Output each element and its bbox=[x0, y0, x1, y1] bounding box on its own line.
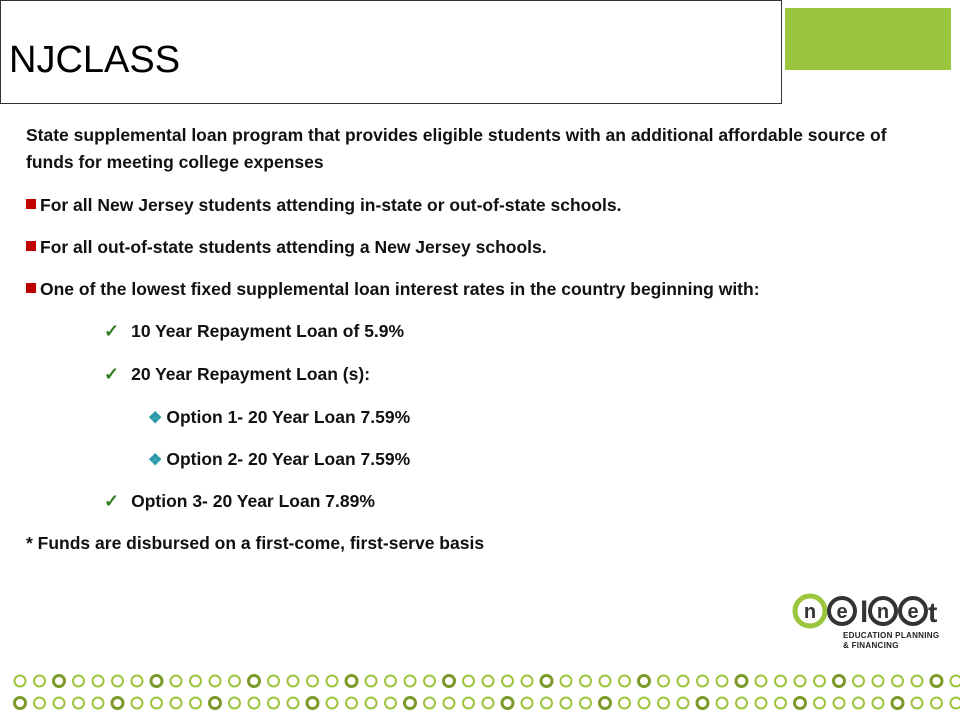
decorative-dot bbox=[171, 698, 182, 709]
decorative-dot bbox=[112, 676, 123, 687]
decorative-dot bbox=[346, 698, 357, 709]
decorative-dot bbox=[54, 698, 65, 709]
decorative-dot bbox=[522, 676, 533, 687]
decorative-dot bbox=[268, 676, 279, 687]
decorative-dot bbox=[756, 698, 767, 709]
decorative-dot bbox=[307, 676, 318, 687]
title-box bbox=[0, 0, 782, 104]
decorative-dot bbox=[697, 698, 708, 709]
decorative-dot bbox=[424, 698, 435, 709]
check-text: 10 Year Repayment Loan of 5.9% bbox=[131, 321, 405, 341]
decorative-dot bbox=[541, 676, 552, 687]
decorative-dot bbox=[327, 698, 338, 709]
decorative-dot bbox=[541, 698, 552, 709]
decorative-dot bbox=[600, 676, 611, 687]
check-item bbox=[104, 321, 404, 342]
decorative-dot bbox=[288, 698, 299, 709]
logo-tagline-line1: EDUCATION PLANNING bbox=[843, 631, 940, 640]
decorative-dot bbox=[600, 698, 611, 709]
logo-tagline bbox=[843, 631, 939, 651]
decorative-dot bbox=[249, 698, 260, 709]
checkmark-icon: ✓ bbox=[104, 364, 120, 384]
check-item bbox=[104, 364, 370, 385]
decorative-dot bbox=[463, 676, 474, 687]
decorative-dot bbox=[268, 698, 279, 709]
decorative-dot bbox=[619, 698, 630, 709]
decorative-dot bbox=[873, 676, 884, 687]
decorative-dot bbox=[210, 698, 221, 709]
decorative-dot bbox=[366, 676, 377, 687]
decorative-dot bbox=[814, 676, 825, 687]
decorative-dot bbox=[658, 698, 669, 709]
decorative-dot bbox=[912, 676, 923, 687]
decorative-dot-border bbox=[0, 668, 960, 720]
svg-text:n: n bbox=[876, 601, 890, 623]
decorative-dot bbox=[834, 698, 845, 709]
decorative-dot bbox=[190, 676, 201, 687]
decorative-dot bbox=[775, 698, 786, 709]
decorative-dot bbox=[112, 698, 123, 709]
check-text: Option 3- 20 Year Loan 7.89% bbox=[131, 491, 375, 511]
option-item bbox=[148, 449, 410, 470]
decorative-dot bbox=[483, 676, 494, 687]
decorative-dot bbox=[307, 698, 318, 709]
svg-text:l: l bbox=[860, 596, 869, 629]
decorative-dot bbox=[561, 676, 572, 687]
svg-text:t: t bbox=[928, 597, 938, 628]
bullet-text: For all out-of-state students attending a New Jersey schools. bbox=[40, 237, 547, 257]
decorative-dot bbox=[405, 698, 416, 709]
decorative-dot bbox=[639, 698, 650, 709]
decorative-dot bbox=[249, 676, 260, 687]
decorative-dot bbox=[210, 676, 221, 687]
diamond-bullet-icon: ❖ bbox=[148, 410, 163, 427]
decorative-dot bbox=[717, 698, 728, 709]
decorative-dot bbox=[814, 698, 825, 709]
decorative-dot bbox=[444, 676, 455, 687]
decorative-dot bbox=[697, 676, 708, 687]
decorative-dot bbox=[795, 698, 806, 709]
decorative-dot bbox=[366, 698, 377, 709]
decorative-dot bbox=[522, 698, 533, 709]
svg-text:n: n bbox=[803, 601, 817, 623]
decorative-dot bbox=[892, 676, 903, 687]
decorative-dot bbox=[951, 698, 960, 709]
check-text: 20 Year Repayment Loan (s): bbox=[131, 364, 371, 384]
diamond-bullet-icon: ❖ bbox=[148, 452, 163, 469]
decorative-dot bbox=[853, 698, 864, 709]
bullet-item bbox=[26, 195, 621, 216]
decorative-dot bbox=[561, 698, 572, 709]
bullet-text: For all New Jersey students attending in-state or out-of-state schools. bbox=[40, 195, 622, 215]
bullet-text: One of the lowest fixed supplemental loan interest rates in the country beginning with: bbox=[40, 279, 760, 299]
decorative-dot bbox=[151, 676, 162, 687]
option-text: Option 1- 20 Year Loan 7.59% bbox=[166, 407, 411, 427]
decorative-dot bbox=[93, 676, 104, 687]
slide-title: NJCLASS bbox=[9, 39, 181, 81]
decorative-dot bbox=[385, 698, 396, 709]
accent-block bbox=[785, 8, 951, 70]
decorative-dot bbox=[346, 676, 357, 687]
decorative-dot bbox=[502, 676, 513, 687]
decorative-dot bbox=[483, 698, 494, 709]
checkmark-icon: ✓ bbox=[104, 321, 120, 341]
decorative-dot bbox=[15, 676, 26, 687]
decorative-dot bbox=[132, 698, 143, 709]
decorative-dot bbox=[717, 676, 728, 687]
decorative-dot bbox=[405, 676, 416, 687]
check-item bbox=[104, 491, 375, 512]
svg-text:e: e bbox=[907, 601, 919, 623]
intro-text: State supplemental loan program that provides eligible students with an additional affordable source of funds for meeting college expenses bbox=[26, 125, 887, 172]
decorative-dot bbox=[580, 698, 591, 709]
footnote: * Funds are disbursed on a first-come, first-serve basis bbox=[26, 533, 485, 553]
decorative-dot bbox=[736, 698, 747, 709]
decorative-dot bbox=[873, 698, 884, 709]
square-bullet-icon bbox=[26, 283, 36, 293]
decorative-dot bbox=[15, 698, 26, 709]
decorative-dot bbox=[132, 676, 143, 687]
decorative-dot bbox=[931, 698, 942, 709]
decorative-dot bbox=[229, 698, 240, 709]
decorative-dot bbox=[424, 676, 435, 687]
decorative-dot bbox=[678, 676, 689, 687]
decorative-dot bbox=[775, 676, 786, 687]
option-item bbox=[148, 407, 410, 428]
decorative-dot bbox=[912, 698, 923, 709]
decorative-dot bbox=[658, 676, 669, 687]
bullet-item bbox=[26, 237, 547, 258]
decorative-dot bbox=[151, 698, 162, 709]
decorative-dot bbox=[795, 676, 806, 687]
decorative-dot bbox=[190, 698, 201, 709]
decorative-dot bbox=[639, 676, 650, 687]
decorative-dot bbox=[502, 698, 513, 709]
decorative-dot bbox=[463, 698, 474, 709]
square-bullet-icon bbox=[26, 241, 36, 251]
decorative-dot bbox=[931, 676, 942, 687]
decorative-dot bbox=[171, 676, 182, 687]
decorative-dot bbox=[385, 676, 396, 687]
svg-text:e: e bbox=[836, 601, 848, 623]
decorative-dot bbox=[756, 676, 767, 687]
decorative-dot bbox=[951, 676, 960, 687]
decorative-dot bbox=[288, 676, 299, 687]
bullet-item bbox=[26, 279, 760, 300]
decorative-dot bbox=[580, 676, 591, 687]
checkmark-icon: ✓ bbox=[104, 491, 120, 511]
decorative-dot bbox=[34, 698, 45, 709]
decorative-dot bbox=[73, 698, 84, 709]
decorative-dot bbox=[229, 676, 240, 687]
decorative-dot bbox=[678, 698, 689, 709]
decorative-dot bbox=[736, 676, 747, 687]
decorative-dot bbox=[34, 676, 45, 687]
decorative-dot bbox=[619, 676, 630, 687]
decorative-dot bbox=[444, 698, 455, 709]
decorative-dot bbox=[892, 698, 903, 709]
logo-tagline-line2: & FINANCING bbox=[843, 641, 899, 650]
decorative-dot bbox=[93, 698, 104, 709]
decorative-dot bbox=[853, 676, 864, 687]
decorative-dot bbox=[327, 676, 338, 687]
option-text: Option 2- 20 Year Loan 7.59% bbox=[166, 449, 411, 469]
square-bullet-icon bbox=[26, 199, 36, 209]
decorative-dot bbox=[834, 676, 845, 687]
decorative-dot bbox=[73, 676, 84, 687]
decorative-dot bbox=[54, 676, 65, 687]
